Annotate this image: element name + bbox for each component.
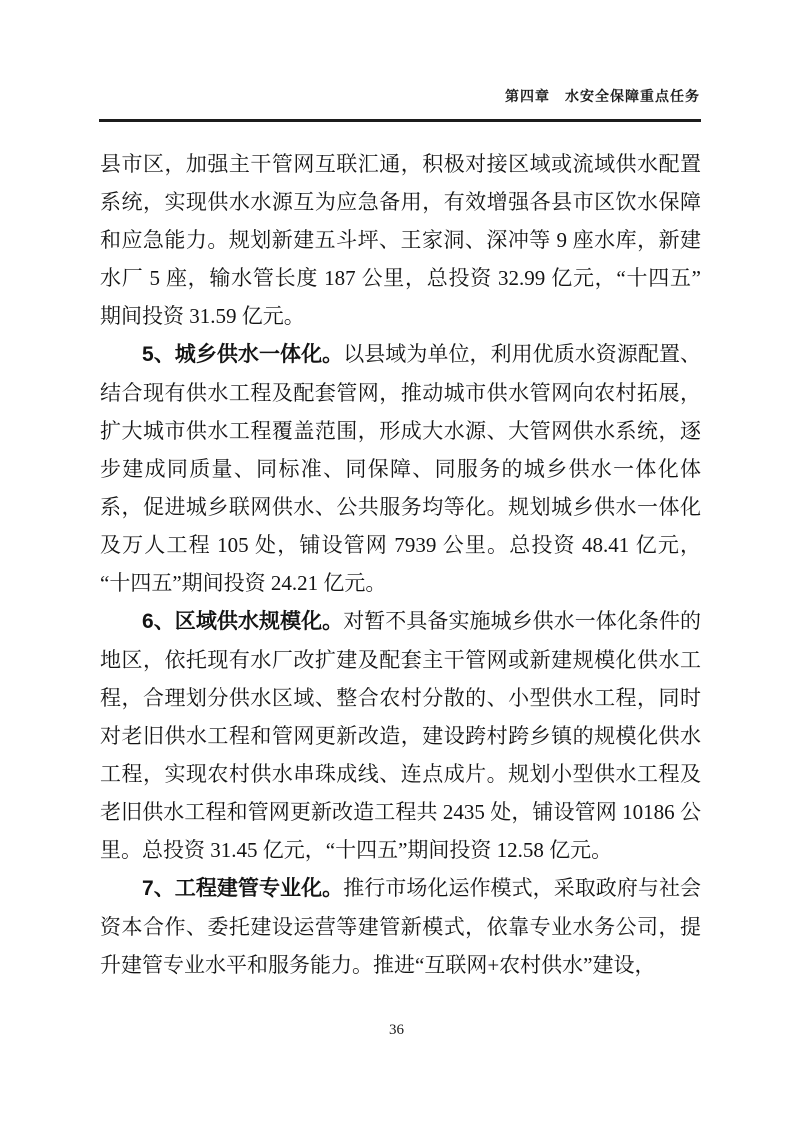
document-body (100, 145, 701, 984)
paragraph-lead: 7、工程建管专业化。 (142, 877, 344, 900)
paragraph-lead: 6、区域供水规模化。 (142, 610, 344, 633)
header-rule-divider (99, 119, 701, 122)
paragraph-text: 推行市场化运作模式，采取政府与社会资本合作、委托建设运营等建管新模式，依靠专业水务公司，提升建管专业水平和服务能力。推进“互联网+农村供水”建设， (100, 876, 701, 977)
paragraph-lead: 5、城乡供水一体化。 (142, 343, 344, 366)
page-number: 36 (389, 1022, 404, 1038)
paragraph-text: 以县域为单位，利用优质水资源配置、结合现有供水工程及配套管网，推动城市供水管网向农村拓展，扩大城市供水工程覆盖范围，形成大水源、大管网供水系统，逐步建成同质量、同标准、同保障、同服务的城乡供水一体化体系，促进城乡联网供水、公共服务均等化。规划城乡供水一体化及万人工程 105 处，铺设管网 7939 公里。总投资 48.41 亿元，“十四五”期间投资 24.21 亿元。 (100, 342, 701, 595)
paragraph-item-7 (100, 869, 701, 984)
chapter-header: 第四章 水安全保障重点任务 (505, 88, 700, 104)
paragraph-item-5 (100, 335, 701, 602)
paragraph-continuation (100, 145, 701, 335)
paragraph-item-6 (100, 602, 701, 869)
paragraph-text: 对暂不具备实施城乡供水一体化条件的地区，依托现有水厂改扩建及配套主干管网或新建规模化供水工程，合理划分供水区域、整合农村分散的、小型供水工程，同时对老旧供水工程和管网更新改造，建设跨村跨乡镇的规模化供水工程，实现农村供水串珠成线、连点成片。规划小型供水工程及老旧供水工程和管网更新改造工程共 2435 处，铺设管网 10186 公里。总投资 31.45 亿元，“十四五”期间投资 12.58 亿元。 (100, 609, 701, 862)
paragraph-text: 县市区，加强主干管网互联汇通，积极对接区域或流域供水配置系统，实现供水水源互为应急备用，有效增强各县市区饮水保障和应急能力。规划新建五斗坪、王家洞、深冲等 9 座水库，新建水厂 5 座，输水管长度 187 公里，总投资 32.99 亿元，“十四五”期间投资 31.59 亿元。 (100, 152, 701, 328)
